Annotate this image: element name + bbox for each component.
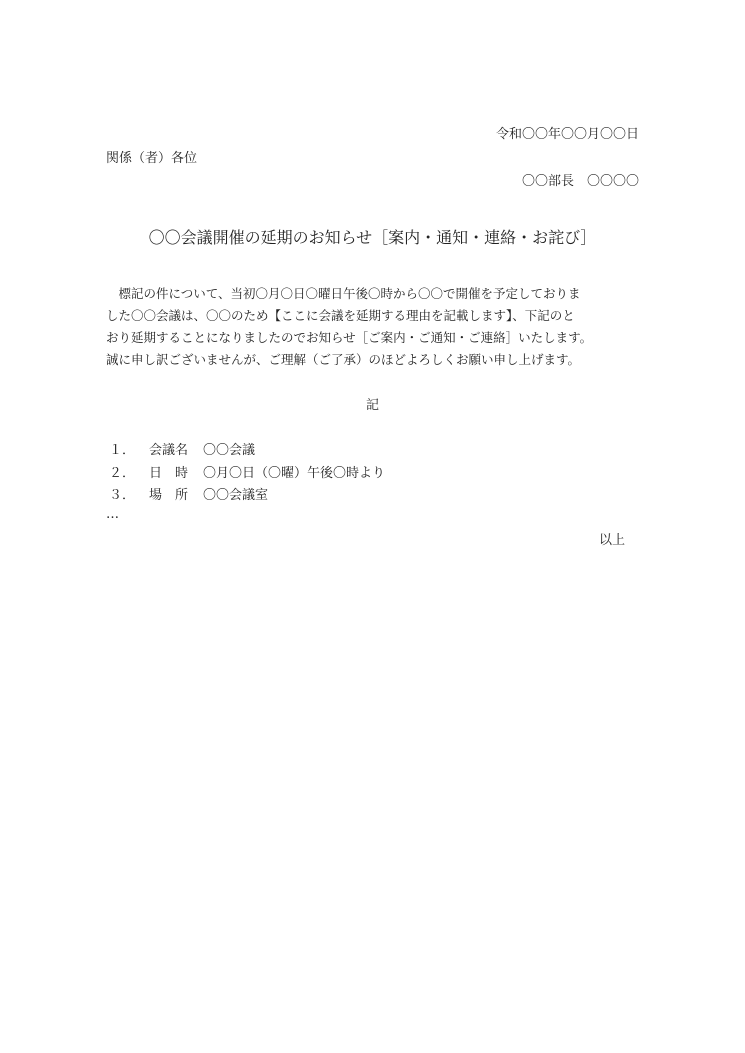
- detail-item-number: ２．: [109, 465, 136, 481]
- detail-item-number: １．: [109, 443, 136, 458]
- ki-heading: 記: [365, 398, 379, 413]
- detail-item: [106, 463, 385, 486]
- document-date: 令和〇〇年〇〇月〇〇日: [495, 127, 639, 142]
- closing-mark: 以上: [598, 533, 625, 548]
- detail-item-label: 会議名: [149, 443, 189, 458]
- detail-item-number: ３．: [109, 488, 136, 503]
- detail-item-value: 〇〇会議: [203, 443, 256, 458]
- detail-item-value: 〇月〇日（〇曜）午後〇時より: [203, 465, 386, 481]
- body-line: おり延期することになりましたのでお知らせ［ご案内・ご通知・ご連絡］いたします。: [106, 330, 593, 345]
- recipient-line: 関係（者）各位: [106, 151, 198, 166]
- ellipsis-mark: …: [106, 507, 119, 522]
- detail-item-value: 〇〇会議室: [203, 488, 269, 503]
- detail-item-label: 日 時: [149, 465, 189, 481]
- detail-item: [106, 440, 385, 463]
- body-line: 標記の件について、当初〇月〇日〇曜日午後〇時から〇〇で開催を予定しておりま: [106, 286, 581, 301]
- body-line: 誠に申し訳ございませんが、ご理解（ご了承）のほどよろしくお願い申し上げます。: [106, 352, 581, 367]
- detail-list: [106, 440, 385, 508]
- detail-item: [106, 485, 385, 508]
- body-paragraph: [106, 283, 646, 371]
- body-line: した〇〇会議は、〇〇のため【ここに会議を延期する理由を記載します】、下記のと: [106, 308, 575, 323]
- detail-item-label: 場 所: [149, 488, 189, 503]
- sender-line: 〇〇部長 〇〇〇〇: [521, 174, 639, 189]
- document-title: 〇〇会議開催の延期のお知らせ［案内・通知・連絡・お詫び］: [148, 228, 597, 247]
